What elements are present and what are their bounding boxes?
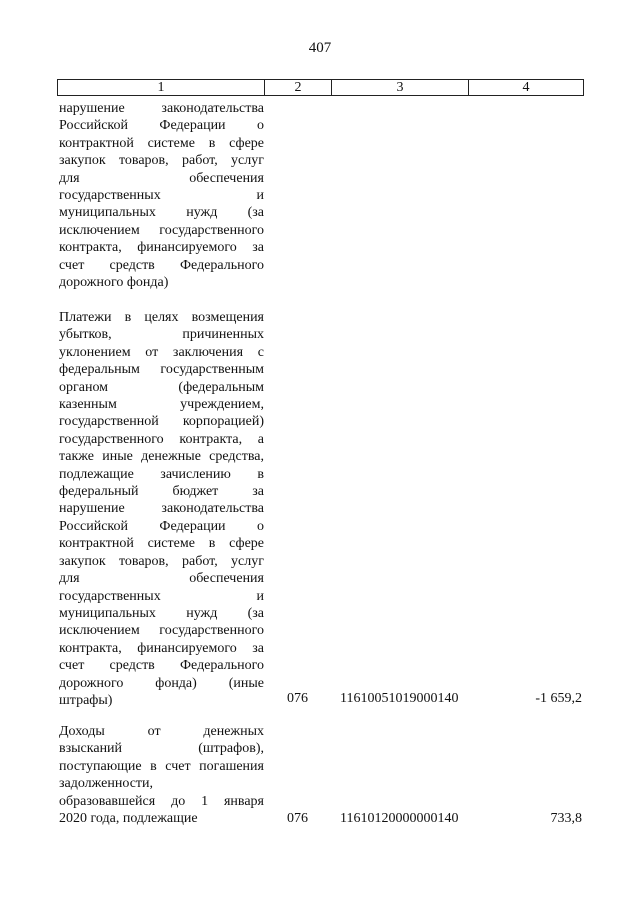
description-line: нарушение законодательства: [59, 501, 264, 517]
description-line: штрафы): [59, 692, 113, 708]
description-line: задолженности,: [59, 776, 154, 792]
column-header-3: 3: [332, 80, 469, 95]
description-line: дорожного фонда): [59, 275, 169, 291]
description-line: дорожного фонда) (иные: [59, 675, 264, 691]
description-line: государственных и: [59, 588, 264, 604]
admin-code: 076: [287, 811, 308, 826]
column-header-4: 4: [522, 80, 530, 95]
description-line: убытков, причиненных: [59, 327, 264, 343]
description-line: счет средств Федерального: [59, 257, 264, 273]
column-header-1: 1: [58, 80, 265, 95]
description-line: счет средств Федерального: [59, 658, 264, 674]
description-line: взысканий (штрафов),: [59, 741, 264, 757]
table-row-description: [59, 100, 264, 291]
table-row-description: [59, 723, 264, 827]
description-line: муниципальных нужд (за: [59, 605, 264, 621]
description-line: контракта, финансируемого за: [59, 640, 264, 656]
description-line: Российской Федерации о: [59, 118, 264, 134]
description-line: казенным учреждением,: [59, 397, 264, 413]
description-line: контракта, финансируемого за: [59, 240, 264, 256]
description-line: Доходы от денежных: [59, 724, 264, 739]
description-line: образовавшейся до 1 января: [59, 793, 264, 809]
description-line: контрактной системе в сфере: [59, 135, 264, 151]
table-header: [57, 79, 584, 96]
description-line: государственной корпорацией): [59, 414, 264, 430]
description-line: государственных и: [59, 188, 264, 204]
description-line: муниципальных нужд (за: [59, 205, 264, 221]
description-line: Российской Федерации о: [59, 518, 264, 534]
budget-classification-code: 11610120000000140: [340, 811, 459, 826]
description-line: Платежи в целях возмещения: [59, 310, 264, 325]
description-line: закупок товаров, работ, услуг: [59, 153, 264, 169]
description-line: государственного контракта, а: [59, 431, 264, 447]
description-line: исключением государственного: [59, 623, 264, 639]
description-line: федеральным государственным: [59, 362, 264, 378]
column-header-2: 2: [265, 80, 332, 95]
description-line: подлежащие зачислению в: [59, 466, 264, 482]
amount-value: -1 659,2: [535, 691, 582, 706]
budget-classification-code: 11610051019000140: [340, 691, 459, 706]
description-line: поступающие в счет погашения: [59, 758, 264, 774]
description-line: нарушение законодательства: [59, 101, 264, 116]
description-line: закупок товаров, работ, услуг: [59, 553, 264, 569]
description-line: органом (федеральным: [59, 379, 264, 395]
table-row-description: [59, 309, 264, 709]
description-line: федеральный бюджет за: [59, 484, 264, 500]
description-line: контрактной системе в сфере: [59, 536, 264, 552]
description-line: 2020 года, подлежащие: [59, 811, 198, 827]
admin-code: 076: [287, 691, 308, 706]
description-line: исключением государственного: [59, 222, 264, 238]
description-line: уклонением от заключения с: [59, 344, 264, 360]
page-number: 407: [308, 40, 332, 56]
description-line: для обеспечения: [59, 170, 264, 186]
amount-value: 733,8: [550, 811, 582, 826]
description-line: также иные денежные средства,: [59, 449, 264, 465]
description-line: для обеспечения: [59, 571, 264, 587]
